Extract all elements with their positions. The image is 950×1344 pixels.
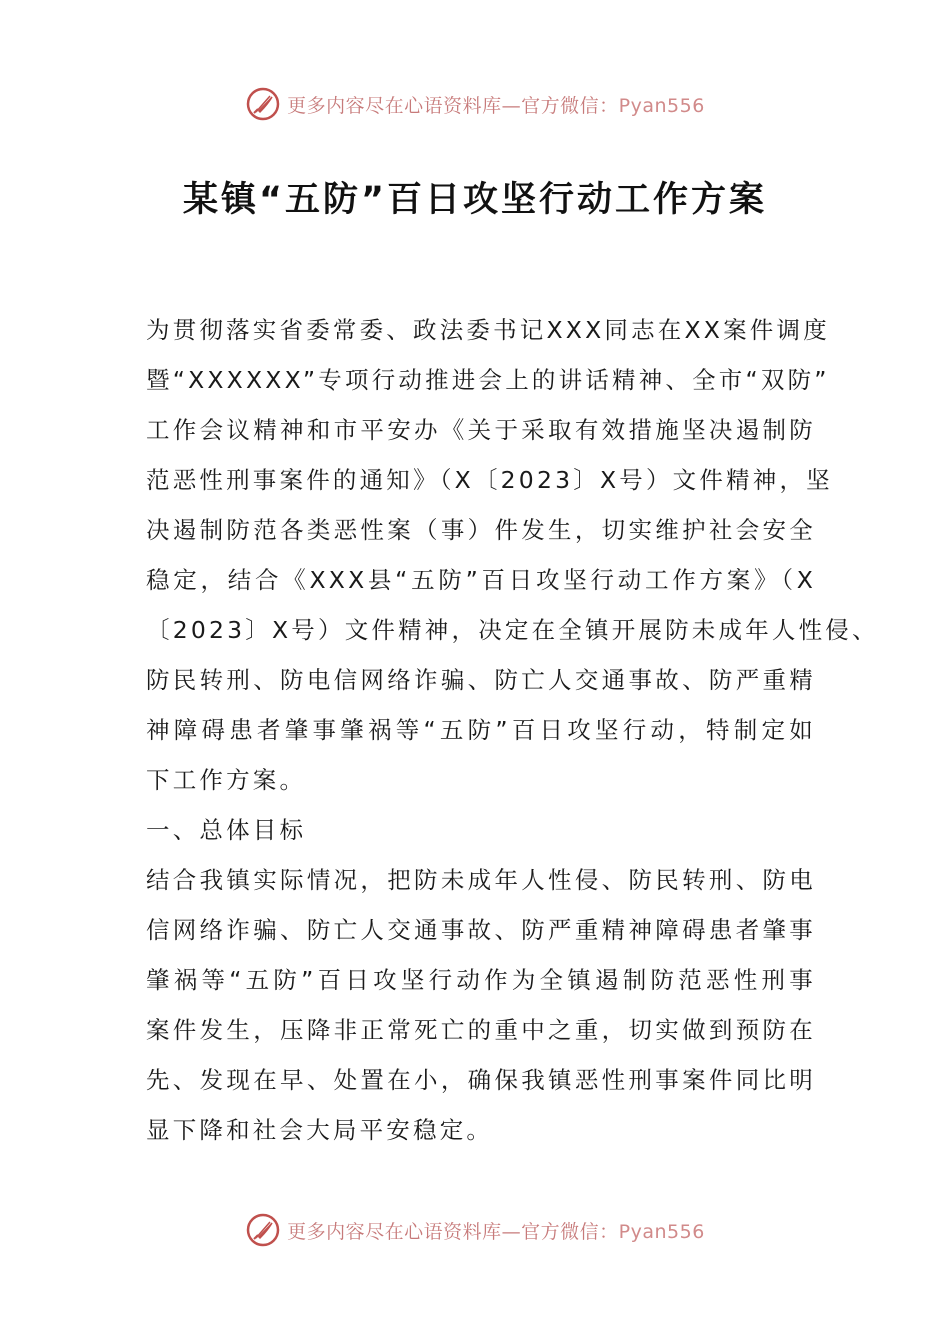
watermark-text: 更多内容尽在心语资料库—官方微信：Pyan556 xyxy=(287,94,705,117)
quill-logo-icon xyxy=(245,1212,281,1248)
paragraph-line: 显下降和社会大局平安稳定。 xyxy=(146,1116,494,1144)
footer-watermark xyxy=(0,1210,950,1250)
paragraph-line: 工作会议精神和市平安办《关于采取有效措施坚决遏制防 xyxy=(146,416,816,444)
document-title: 某镇“五防”百日攻坚行动工作方案 xyxy=(182,180,767,220)
paragraph-line: 下工作方案。 xyxy=(146,766,307,794)
paragraph-line: 信网络诈骗、防亡人交通事故、防严重精神障碍患者肇事 xyxy=(146,916,816,944)
paragraph-line: 结合我镇实际情况，把防未成年人性侵、防民转刑、防电 xyxy=(146,866,816,894)
paragraph-line: 肇祸等“五防”百日攻坚行动作为全镇遏制防范恶性刑事 xyxy=(146,966,816,994)
paragraph-line: 为贯彻落实省委常委、政法委书记XXX同志在XX案件调度 xyxy=(146,316,830,344)
section-heading: 一、总体目标 xyxy=(146,816,307,844)
paragraph-line: 〔2023〕X号）文件精神，决定在全镇开展防未成年人性侵、 xyxy=(146,616,879,644)
paragraph-line: 暨“XXXXXX”专项行动推进会上的讲话精神、全市“双防” xyxy=(146,366,830,394)
quill-logo-icon xyxy=(245,86,281,122)
paragraph-line: 案件发生，压降非正常死亡的重中之重，切实做到预防在 xyxy=(146,1016,816,1044)
paragraph-line: 先、发现在早、处置在小，确保我镇恶性刑事案件同比明 xyxy=(146,1066,816,1094)
watermark-text: 更多内容尽在心语资料库—官方微信：Pyan556 xyxy=(287,1220,705,1243)
paragraph-line: 稳定，结合《XXX县“五防”百日攻坚行动工作方案》（X xyxy=(146,566,816,594)
paragraph-line: 防民转刑、防电信网络诈骗、防亡人交通事故、防严重精 xyxy=(146,666,816,694)
paragraph-line: 神障碍患者肇事肇祸等“五防”百日攻坚行动，特制定如 xyxy=(146,716,816,744)
paragraph-line: 决遏制防范各类恶性案（事）件发生，切实维护社会安全 xyxy=(146,516,816,544)
paragraph-line: 范恶性刑事案件的通知》（X〔2023〕X号）文件精神，坚 xyxy=(146,466,833,494)
header-watermark xyxy=(0,84,950,124)
document-body xyxy=(146,305,879,1155)
